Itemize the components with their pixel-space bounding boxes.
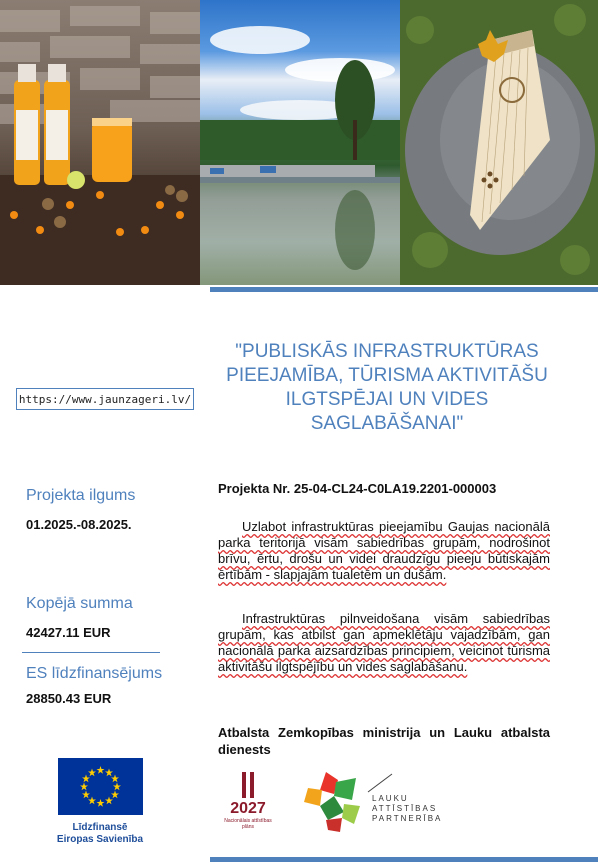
paragraph-2-block <box>218 611 550 675</box>
project-number: Projekta Nr. 25-04-CL24-C0LA19.2201-000003 <box>218 481 497 496</box>
project-title: "PUBLISKĀS INFRASTRUKTŪRAS PIEEJAMĪBA, TŪRISMA AKTIVITĀŠU ILGTSPĒJAI UN VIDES SAGLABĀŠANAI" <box>226 341 548 434</box>
eu-flag-logo <box>58 758 143 815</box>
divider-line <box>22 652 160 653</box>
eu-caption-line-2: Eiropas Savienība <box>56 834 144 845</box>
top-accent-bar <box>210 287 598 292</box>
total-value: 42427.11 EUR <box>26 625 111 640</box>
duration-value: 01.2025.-08.2025. <box>26 517 132 532</box>
paragraph-1: Uzlabot infrastruktūras pieejamību Gaujas nacionālā parka teritorijā visām sabiedrības grupām, nodrošinot brīvu, ērtu, drošu un videi draudzīgu pieeju būtiskajām ērtībām - slapjajām tualetēm un dušām. <box>218 519 550 582</box>
total-label: Kopējā summa <box>26 595 133 612</box>
eu-cofinancing-label: ES līdzfinansējums <box>26 665 163 682</box>
eu-caption-line-1: Līdzfinansē <box>72 822 128 833</box>
nap-year: 2027 <box>230 800 266 817</box>
support-statement: Atbalsta Zemkopības ministrija un Lauku atbalsta dienests <box>218 725 550 757</box>
website-link[interactable]: https://www.jaunzageri.lv/ <box>16 388 194 410</box>
paragraph-2: Infrastruktūras pilnveidošana visām sabiedrības grupām, kas atbilst gan apmeklētāju vajadzībām, gan nacionālā parka aizsardzības principiem, veicinot tūrisma aktivitāšu ilgtspējību un vides saglabāšanu. <box>218 611 550 674</box>
paragraph-1-block <box>218 519 550 583</box>
lap-divider-icon <box>366 772 396 794</box>
lap-logo-icon <box>298 766 368 836</box>
nap-2027-logo <box>222 770 274 830</box>
bottom-accent-bar <box>210 857 598 862</box>
lap-line-2: ATTĪSTĪBAS <box>372 804 438 813</box>
lake-photo <box>200 0 400 285</box>
lap-line-3: PARTNERĪBA <box>372 814 443 823</box>
lap-line-1: LAUKU <box>372 794 409 803</box>
eu-cofinancing-value: 28850.43 EUR <box>26 691 112 706</box>
nap-caption: Nacionālais attīstības plāns <box>224 818 272 830</box>
eu-caption <box>50 822 150 846</box>
juice-bottles-photo <box>0 0 200 285</box>
duration-label: Projekta ilgums <box>26 487 136 504</box>
lap-text <box>372 794 442 824</box>
kokle-photo <box>400 0 598 285</box>
